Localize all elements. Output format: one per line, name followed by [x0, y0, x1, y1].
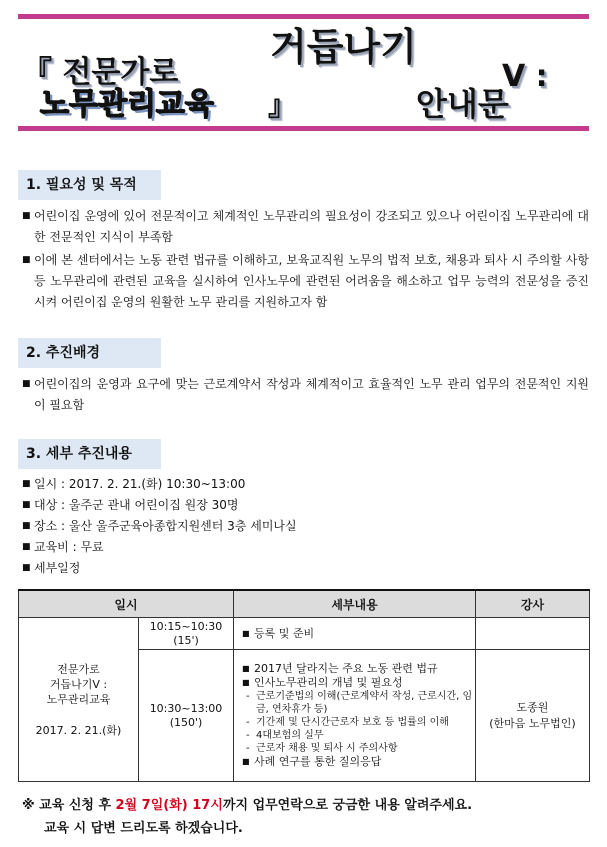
dash-icon: -: [246, 717, 250, 728]
reference-mark-icon: ※: [22, 798, 35, 813]
dash-icon: -: [246, 743, 250, 754]
title-part-6: 안내문: [416, 85, 509, 123]
section-2-heading: 2. 추진배경: [18, 338, 161, 368]
instructor-name: 도종원: [516, 700, 549, 714]
event-name-line: 거듭나기Ⅴ :: [49, 677, 108, 691]
content-cell: [234, 618, 476, 650]
square-bullet-icon: ■: [22, 379, 31, 389]
header-instructor: 강사: [476, 590, 590, 618]
detail-item-target: ■ 대상 : 울주군 관내 어린이집 원장 30명: [34, 495, 239, 515]
section-1-paragraph-2: [22, 250, 589, 313]
notice-suffix: 까지 업무연락으로 궁금한 내용 알려주세요.: [222, 798, 473, 813]
content-list: [234, 624, 475, 644]
section-2-paragraph-1: [22, 374, 589, 416]
square-bullet-icon: ■: [242, 757, 250, 766]
detail-item-schedule: ■ 세부일정: [34, 558, 80, 578]
list-item: ■ 2017년 달라지는 주요 노동 관련 법규: [242, 662, 438, 675]
square-bullet-icon: ■: [22, 542, 31, 552]
notice-prefix: 교육 신청 후: [39, 798, 112, 813]
square-bullet-icon: ■: [22, 211, 31, 221]
notice-line-1: [22, 795, 472, 817]
title-part-1: 『 전문가로: [22, 55, 179, 90]
duration: (15'): [173, 633, 199, 647]
list-item: ■ 인사노무관리의 개념 및 필요성: [242, 676, 403, 689]
content-cell: [234, 650, 476, 782]
square-bullet-icon: ■: [242, 678, 250, 687]
square-bullet-icon: ■: [22, 479, 31, 489]
time-cell: [139, 650, 234, 782]
instructor-cell: [476, 650, 590, 782]
header-content: 세부내용: [234, 590, 476, 618]
list-subitem: - 기간제 및 단시간근로자 보호 등 법률의 이해: [246, 717, 449, 728]
section-1-heading: 1. 필요성 및 목적: [18, 170, 161, 200]
title-part-2: 거듭나기: [270, 25, 417, 69]
detail-item-fee: ■ 교육비 : 무료: [34, 537, 104, 557]
notice-deadline-time: 17시: [192, 798, 223, 813]
schedule-header-row: [19, 590, 590, 618]
dash-icon: -: [246, 730, 250, 741]
list-item: ■ 사례 연구를 통한 질의응답: [242, 755, 382, 768]
time-range: 10:30~13:00: [149, 701, 223, 715]
schedule-table: [18, 589, 590, 782]
title-part-4: 노무관리교육: [40, 87, 214, 122]
content-list: [234, 659, 475, 772]
header-datetime: 일시: [19, 590, 234, 618]
square-bullet-icon: ■: [22, 255, 31, 265]
event-name-line: 전문가로: [57, 662, 100, 676]
list-subitem: - 근로자 채용 및 퇴사 시 주의사항: [246, 743, 398, 754]
list-subitem: - 근로기준법의 이해(근로계약서 작성, 근로시간, 임금, 연차휴가 등): [246, 691, 473, 715]
event-date: 2017. 2. 21.(화): [35, 723, 122, 737]
square-bullet-icon: ■: [22, 521, 31, 531]
title-part-3: Ⅴ :: [502, 59, 548, 94]
document-title: [18, 18, 589, 123]
title-bottom-bar: [18, 126, 589, 131]
section-1-paragraph-1: [22, 206, 589, 248]
paragraph-text: 어린이집 운영에 있어 전문적이고 체계적인 노무관리의 필요성이 강조되고 있으나 어린이집 노무관리에 대한 전문적인 지식이 부족함: [34, 209, 589, 244]
paragraph-text: 이에 본 센터에서는 노동 관련 법규를 이해하고, 보육교직원 노무의 법적 보호, 채용과 퇴사 시 주의할 사항 등 노무관리에 관련된 교육을 실시하여 인사노무에 관련된 어려움을 해소하고 업무 능력의 전문성을 증진시켜 어린이집 운영의 원활한 노무 관리를 지원하고자 함: [34, 253, 589, 309]
square-bullet-icon: ■: [22, 500, 31, 510]
event-cell: [19, 618, 139, 782]
notice-deadline-date: 2월 7일(화): [115, 798, 188, 813]
dash-icon: -: [246, 691, 250, 702]
section-3-heading: 3. 세부 추진내용: [18, 439, 161, 469]
duration: (150'): [169, 715, 203, 729]
square-bullet-icon: ■: [22, 563, 31, 573]
detail-item-date: ■ 일시 : 2017. 2. 21.(화) 10:30~13:00: [34, 474, 245, 494]
table-row: [19, 618, 590, 650]
paragraph-text: 어린이집의 운영과 요구에 맞는 근로계약서 작성과 체계적이고 효율적인 노무 관리 업무의 전문적인 지원이 필요함: [34, 377, 589, 412]
time-range: 10:15~10:30: [149, 619, 223, 633]
square-bullet-icon: ■: [242, 664, 250, 673]
list-subitem: - 4대보험의 실무: [246, 730, 324, 741]
title-part-5: 』: [268, 89, 297, 122]
instructor-cell: [476, 618, 590, 650]
square-bullet-icon: ■: [242, 628, 250, 638]
event-name-line: 노무관리교육: [46, 692, 111, 706]
detail-item-place: ■ 장소 : 울산 울주군육아종합지원센터 3층 세미나실: [34, 516, 297, 536]
notice-line-2: 교육 시 답변 드리도록 하겠습니다.: [44, 821, 243, 836]
list-item: ■ 등록 및 준비: [242, 626, 315, 640]
instructor-affiliation: (한마음 노무법인): [489, 716, 576, 730]
time-cell: [139, 618, 234, 650]
